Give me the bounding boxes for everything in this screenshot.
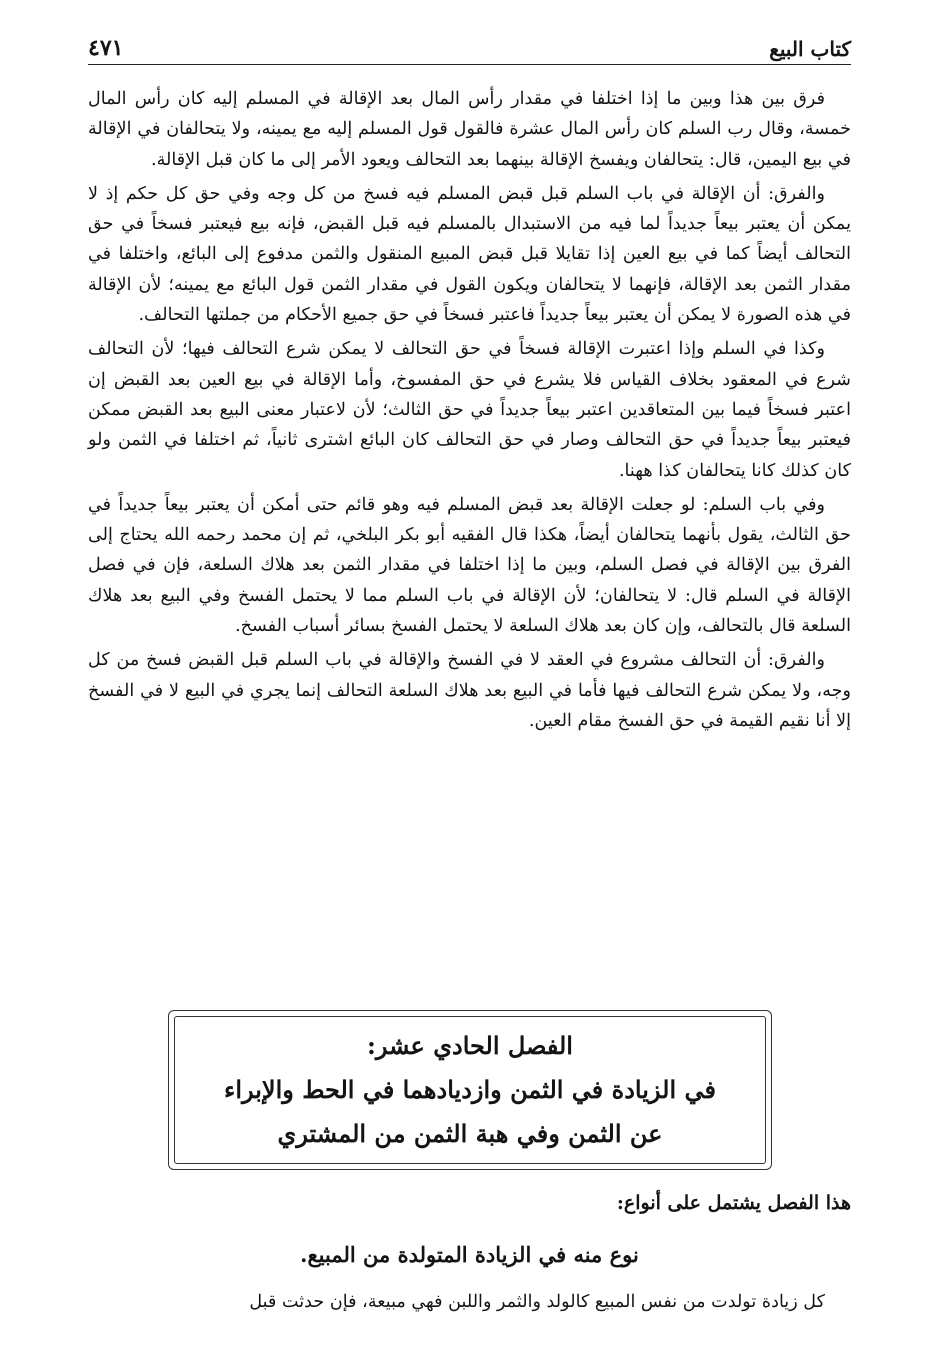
paragraph: وفي باب السلم: لو جعلت الإقالة بعد قبض المسلم فيه وهو قائم حتى أمكن أن يعتبر بيعاً جديداً في حق الثالث، يقول بأنهما يتحالفان أيضاً، هكذا قال الفقيه أبو بكر البلخي، ثم إن محمد رحمه الله يحتاج إلى الفرق بين الإقالة في فصل السلم، وبين ما إذا اختلفا في مقدار الثمن بعد هلاك السلعة، فإن في فصل الإقالة في السلم قال: لا يتحالفان؛ لأن الإقالة في باب السلم مما لا يحتمل الفسخ وفي البيع بعد هلاك السلعة قال بالتحالف، وإن كان بعد هلاك السلعة لا يحتمل الفسخ بسائر أسباب الفسخ. [88, 494, 851, 637]
chapter-title-line: عن الثمن وفي هبة الثمن من المشتري [277, 1119, 663, 1148]
main-text [88, 84, 851, 740]
paragraph: وكذا في السلم وإذا اعتبرت الإقالة فسخاً في حق التحالف لا يمكن شرع التحالف فيها؛ لأن التحالف شرع في المعقود بخلاف القياس فلا يشرع في حق المفسوخ، وأما الإقالة في بيع العين بعد القبض إن اعتبر فسخاً فيما بين المتعاقدين اعتبر بيعاً جديداً في حق الثالث؛ لأن لاعتبار معنى البيع بعد القبض ممكن فيعتبر بيعاً جديداً في حق التحالف وصار في حق التحالف كان البائع اشترى ثانياً، ثم اختلفا في الثمن ولو كان كذلك كانا يتحالفان كذا ههنا. [88, 339, 851, 481]
section-subheading: نوع منه في الزيادة المتولدة من المبيع. [300, 1242, 639, 1267]
page-number: ٤٧١ [88, 35, 124, 61]
chapter-number: الفصل الحادي عشر: [367, 1031, 573, 1060]
chapter-title-box [168, 1010, 772, 1170]
chapter-intro: هذا الفصل يشتمل على أنواع: [616, 1192, 851, 1214]
page-header [88, 30, 851, 65]
chapter-title-line: في الزيادة في الثمن وازديادهما في الحط والإبراء [224, 1075, 716, 1104]
paragraph: فرق بين هذا وبين ما إذا اختلفا في مقدار رأس المال بعد الإقالة في المسلم إليه كان رأس المال خمسة، وقال رب السلم كان رأس المال عشرة فالقول قول المسلم إليه مع يمينه، ولا يتحالفان في الإقالة في بيع اليمين، قال: يتحالفان ويفسخ الإقالة بينهما بعد التحالف ويعود الأمر إلى ما كان قبل الإقالة. [88, 89, 851, 170]
book-title: كتاب البيع [769, 37, 851, 61]
chapter-title-frame [174, 1016, 766, 1164]
paragraph: والفرق: أن الإقالة في باب السلم قبل قبض المسلم فيه فسخ من كل وجه وفي حق كل حكم إذ لا يمكن أن يعتبر بيعاً جديداً لما فيه من الاستبدال بالمسلم فيه قبل القبض، فإنه بيع فيعتبر فسخاً في حق التحالف أيضاً كما في بيع العين إذا تقايلا قبل قبض المبيع المنقول والثمن مدفوع إلى البائع، واختلفا في مقدار الثمن بعد الإقالة، فإنهما لا يتحالفان ويكون القول في مقدار الثمن قول البائع مع يمينه؛ لأن الإقالة في هذه الصورة لا يمكن أن يعتبر بيعاً جديداً فاعتبر فسخاً في حق جميع الأحكام من جملتها التحالف. [88, 183, 851, 326]
paragraph: والفرق: أن التحالف مشروع في العقد لا في الفسخ والإقالة في باب السلم قبل القبض فسخ من كل وجه، ولا يمكن شرع التحالف فيها فأما في البيع بعد هلاك السلعة التحالف إنما يجري في البيع لا في الفسخ إلا أنا نقيم القيمة في حق الفسخ مقام العين. [88, 650, 851, 731]
paragraph-start: كل زيادة تولدت من نفس المبيع كالولد والثمر واللبن فهي مبيعة، فإن حدثت قبل [249, 1292, 825, 1312]
